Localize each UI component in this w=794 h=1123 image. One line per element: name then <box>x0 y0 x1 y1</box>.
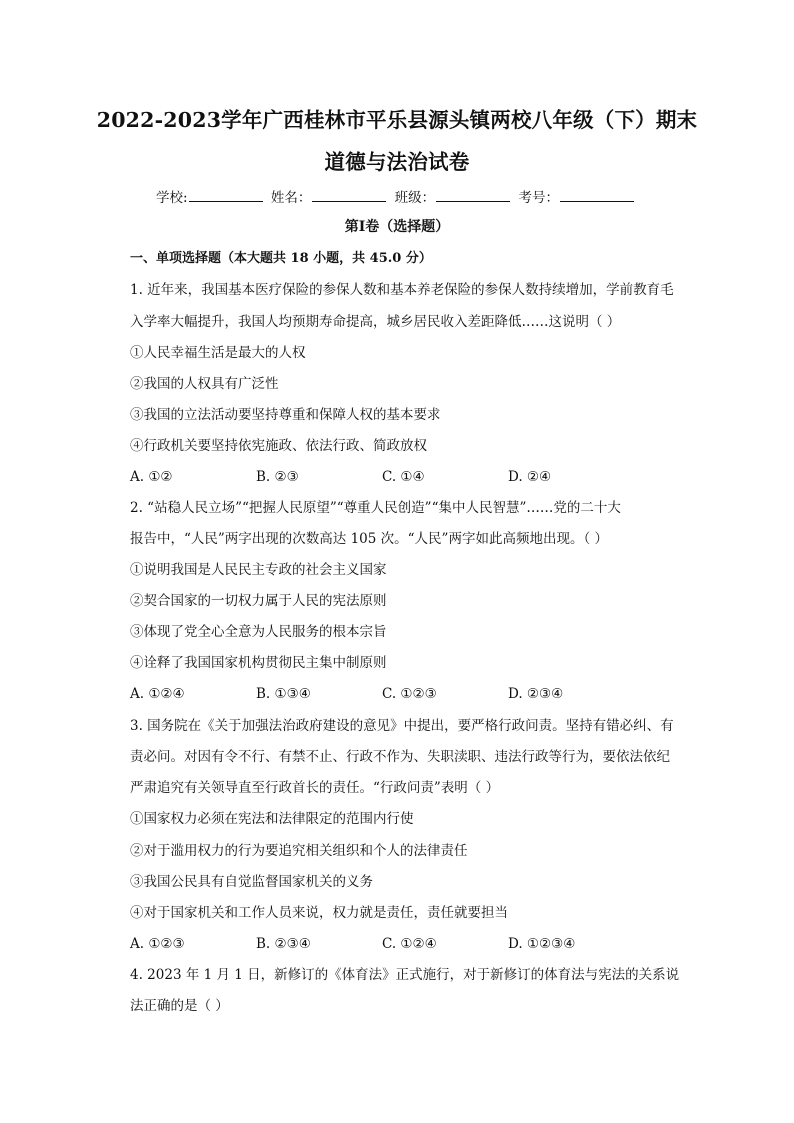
exam-number-blank <box>560 189 634 202</box>
question-1-statement-3: ③我国的立法活动要坚持尊重和保障人权的基本要求 <box>130 407 441 423</box>
question-3-options <box>130 935 670 953</box>
question-2-options <box>130 685 670 703</box>
question-2-option-c[interactable]: C. ①②③ <box>382 686 437 702</box>
question-3-option-d[interactable]: D. ①②③④ <box>508 936 576 952</box>
question-3-option-b[interactable]: B. ②③④ <box>256 936 311 952</box>
part-title: 第Ⅰ卷（选择题） <box>344 219 450 235</box>
question-3-statement-4: ④对于国家机关和工作人员来说，权力就是责任，责任就要担当 <box>130 905 508 921</box>
question-1-options <box>130 468 670 486</box>
school-blank <box>189 189 263 202</box>
class-label: 班级： <box>394 190 436 206</box>
question-1-option-c[interactable]: C. ①④ <box>382 469 425 485</box>
exam-number-label: 考号： <box>518 190 559 206</box>
question-4-stem-line-1: 4. 2023 年 1 月 1 日，新修订的《体育法》正式施行，对于新修订的体育法与宪法的关系说 <box>130 967 680 983</box>
question-1-option-b[interactable]: B. ②③ <box>256 469 299 485</box>
question-3-statement-1: ①国家权力必须在宪法和法律限定的范围内行使 <box>130 811 414 827</box>
section-title: 一、单项选择题（本大题共 18 小题，共 45.0 分） <box>130 251 432 266</box>
question-3-option-a[interactable]: A. ①②③ <box>130 936 185 952</box>
question-3-statement-3: ③我国公民具有自觉监督国家机关的义务 <box>130 874 373 890</box>
question-3-statement-2: ②对于滥用权力的行为要追究相关组织和个人的法律责任 <box>130 843 468 859</box>
question-2-option-b[interactable]: B. ①③④ <box>256 686 311 702</box>
question-2-statement-3: ③体现了党全心全意为人民服务的根本宗旨 <box>130 624 387 640</box>
question-2-statement-4: ④诠释了我国国家机构贯彻民主集中制原则 <box>130 655 387 671</box>
exam-title-line2: 道德与法治试卷 <box>324 150 470 174</box>
school-label: 学校: <box>156 190 188 206</box>
question-3-option-c[interactable]: C. ①②④ <box>382 936 437 952</box>
class-blank <box>436 189 510 202</box>
question-2-statement-2: ②契合国家的一切权力属于人民的宪法原则 <box>130 593 387 609</box>
question-1-option-d[interactable]: D. ②④ <box>508 469 552 485</box>
question-3-stem-line-2: 责必问。对因有令不行、有禁不止、行政不作为、失职渎职、违法行政等行为，要依法依纪 <box>130 749 670 765</box>
question-1-statement-4: ④行政机关要坚持依宪施政、依法行政、简政放权 <box>130 438 427 454</box>
question-2-option-a[interactable]: A. ①②④ <box>130 686 185 702</box>
question-1-stem-line-1: 1. 近年来，我国基本医疗保险的参保人数和基本养老保险的参保人数持续增加，学前教育毛 <box>130 282 674 298</box>
exam-title-line1: 2022-2023学年广西桂林市平乐县源头镇两校八年级（下）期末 <box>96 108 698 132</box>
student-info-row <box>0 186 794 206</box>
question-1-option-a[interactable]: A. ①② <box>130 469 173 485</box>
question-2-stem-line-2: 报告中，“人民”两字出现的次数高达 105 次。“人民”两字如此高频地出现。（ ） <box>130 531 608 547</box>
question-2-stem-line-1: 2. “站稳人民立场”“把握人民原望”“尊重人民创造”“集中人民智慧”……党的二十大 <box>130 500 621 516</box>
question-4-stem-line-2: 法正确的是（ ） <box>130 998 229 1014</box>
question-1-stem-line-2: 入学率大幅提升，我国人均预期寿命提高，城乡居民收入差距降低……这说明（ ） <box>130 314 621 330</box>
question-1-statement-2: ②我国的人权具有广泛性 <box>130 376 279 392</box>
question-2-option-d[interactable]: D. ②③④ <box>508 686 564 702</box>
question-1-statement-1: ①人民幸福生活是最大的人权 <box>130 345 306 361</box>
question-3-stem-line-1: 3. 国务院在《关于加强法治政府建设的意见》中提出，要严格行政问责。坚持有错必纠、有 <box>130 718 674 734</box>
question-2-statement-1: ①说明我国是人民民主专政的社会主义国家 <box>130 562 387 578</box>
name-label: 姓名： <box>270 190 312 206</box>
name-blank <box>312 189 386 202</box>
question-3-stem-line-3: 严肃追究有关领导直至行政首长的责任。“行政问责”表明（ ） <box>130 780 500 796</box>
